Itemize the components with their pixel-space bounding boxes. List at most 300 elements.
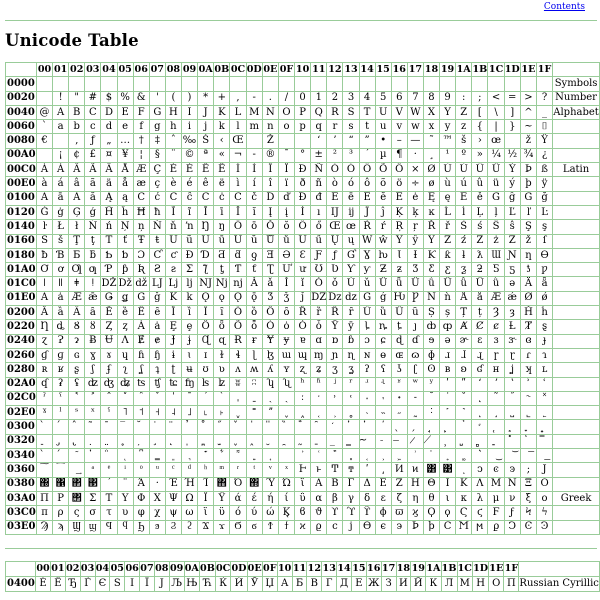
char-cell: ƈ [165,248,181,262]
char-cell [456,449,472,463]
char-cell: Ǽ [488,291,504,305]
char-cell: ŀ [36,220,52,234]
char-cell: Ј [154,577,169,592]
char-cell: ȹ [440,320,456,334]
char-cell: Á [53,163,69,177]
char-cell [36,434,52,448]
char-cell: g [149,120,165,134]
char-cell: ' [149,91,165,105]
char-cell: ¥ [117,148,133,162]
char-cell: ν [504,491,520,505]
char-cell [504,449,520,463]
char-cell: Π [36,491,52,505]
char-cell: ſ [537,234,553,248]
char-cell: § [149,148,165,162]
char-cell: ΁ [53,477,69,491]
char-cell: Y [440,105,456,119]
row-header: 0340 [6,449,37,463]
char-cell: ð [295,177,311,191]
char-cell: ǲ [327,291,343,305]
char-cell: ο [537,491,553,505]
char-cell: h [165,120,181,134]
char-cell: ɧ [149,348,165,362]
char-cell: Ɣ [359,248,375,262]
char-cell: ǔ [359,277,375,291]
char-cell: x [423,120,439,134]
char-cell: ˱ [311,406,327,420]
char-cell: χ [149,506,165,520]
char-cell: Ȫ [198,320,214,334]
row-header: 02C0 [6,391,37,405]
char-cell: ǭ [246,291,262,305]
char-cell: ¼ [488,148,504,162]
char-cell: ƕ [375,248,391,262]
char-cell: ø [423,177,439,191]
char-cell: ˔ [359,391,375,405]
char-cell [423,449,439,463]
char-cell: Ä [101,163,117,177]
char-cell: / [278,91,294,105]
char-cell: ˚ [456,391,472,405]
char-cell: ˒ [327,391,343,405]
char-cell: ε [375,491,391,505]
column-header: 1C [488,63,504,75]
char-cell [311,77,327,91]
row-header: 01E0 [6,291,37,305]
char-cell: 7 [407,91,423,105]
char-cell: Ƙ [423,248,439,262]
char-cell: ½ [504,148,520,162]
char-cell: Ɋ [198,334,214,348]
table-row [6,420,600,434]
char-cell: : [456,91,472,105]
char-cell: Ÿ [423,234,439,248]
char-cell: ʀ [36,363,52,377]
char-cell: Ϩ [165,520,181,534]
char-cell: ʕ [375,363,391,377]
char-cell: u [375,120,391,134]
char-cell: õ [375,177,391,191]
char-cell: Ď [262,191,278,205]
char-cell: Ŗ [391,220,407,234]
column-header: 01 [53,63,68,75]
char-cell: ϗ [407,506,423,520]
char-cell: ʿ [537,377,553,391]
column-header: 0A [198,63,213,75]
char-cell: ɏ [278,334,294,348]
char-cell: į [278,205,294,219]
category-header [519,562,600,577]
char-cell: ġ [53,205,69,219]
char-cell: O [278,105,294,119]
char-cell: r [327,120,343,134]
char-cell [165,420,181,434]
char-cell: Е [351,577,366,592]
char-cell [246,463,262,477]
char-cell: + [214,91,230,105]
char-cell: ˂ [69,391,85,405]
char-cell: ʉ [181,363,197,377]
char-cell: Ȅ [101,306,117,320]
char-cell: ǻ [472,291,488,305]
char-cell: ˞ [520,391,536,405]
char-cell: Ǌ [198,277,214,291]
char-cell: ˭ [246,406,262,420]
char-cell: ʛ [472,363,488,377]
char-cell: ȿ [537,320,553,334]
char-cell: σ [85,506,101,520]
char-cell: o [278,120,294,134]
char-cell: ʔ [359,363,375,377]
char-cell: Ŕ [359,220,375,234]
char-cell: ʸ [423,377,439,391]
char-cell: M [246,105,262,119]
char-cell: Ǳ [311,291,327,305]
char-cell: Ŏ [262,220,278,234]
char-cell [85,420,101,434]
char-cell: Ŀ [537,205,553,219]
char-cell: Ł [53,220,69,234]
char-cell: } [504,120,520,134]
table-row [6,291,600,305]
table-row [6,520,600,534]
char-cell [375,449,391,463]
char-cell: ɽ [504,348,520,362]
char-cell: ˮ [262,406,278,420]
char-cell: ϓ [343,506,359,520]
char-cell: ͹ [440,463,456,477]
column-header: 19 [411,562,426,577]
char-cell: ͷ [407,463,423,477]
char-cell: ϧ [149,520,165,534]
char-cell: Ơ [36,263,52,277]
table-row [6,463,600,477]
char-cell [101,463,117,477]
char-cell: Ƴ [343,263,359,277]
char-cell: Õ [375,163,391,177]
char-cell: £ [85,148,101,162]
char-cell: ΍ [246,477,262,491]
table-row [6,306,600,320]
char-cell [133,434,149,448]
char-cell: ń [101,220,117,234]
char-cell: Ɓ [53,248,69,262]
contents-link[interactable]: Contents [543,2,585,12]
char-cell: ȋ [214,306,230,320]
char-cell: Ͻ [504,520,520,534]
char-cell: ‚ [69,134,85,148]
char-cell: E [117,105,133,119]
char-cell: Ƽ [488,263,504,277]
char-cell: ȓ [343,306,359,320]
char-cell [278,420,294,434]
char-cell: ü [488,177,504,191]
char-cell: š [53,234,69,248]
char-cell: - [246,91,262,105]
char-cell: ς [69,506,85,520]
char-cell: ˶ [391,406,407,420]
column-header: 15 [351,562,366,577]
char-cell: # [85,91,101,105]
char-cell: З [381,577,396,592]
char-cell: Ŝ [488,220,504,234]
char-cell [165,77,181,91]
char-cell: • [375,134,391,148]
category-cell [553,406,600,420]
char-cell: ʁ [53,363,69,377]
char-cell: Ȝ [488,306,504,320]
char-cell: Į [262,205,278,219]
char-cell [117,420,133,434]
char-cell [214,434,230,448]
char-cell: Ȼ [472,320,488,334]
column-header: 11 [312,63,326,75]
char-cell: Ʋ [327,263,343,277]
row-header: 0100 [6,191,37,205]
char-cell: Ϻ [456,520,472,534]
char-cell: Ǻ [456,291,472,305]
row-header: 03C0 [6,506,37,520]
char-cell: ʍ [246,363,262,377]
column-header: 04 [102,63,116,75]
row-header: 0300 [6,420,37,434]
char-cell: ʬ [230,377,246,391]
char-cell: ˸ [423,406,439,420]
char-cell [327,434,343,448]
char-cell: ± [311,148,327,162]
category-cell [553,348,600,362]
column-header-row [6,63,600,77]
char-cell [375,434,391,448]
char-cell: Ͳ [327,463,343,477]
char-cell [133,449,149,463]
char-cell: Ͽ [537,520,553,534]
table-row [6,391,600,405]
char-cell: Λ [472,477,488,491]
char-cell: Ʈ [262,263,278,277]
column-header: 1D [504,63,520,75]
char-cell: Ú [456,163,472,177]
char-cell: Ǥ [101,291,117,305]
char-cell [246,420,262,434]
char-cell: Ǎ [246,277,262,291]
char-cell: ϩ [181,520,197,534]
char-cell [375,420,391,434]
char-cell: Ϙ [423,506,439,520]
char-cell: ƅ [117,248,133,262]
char-cell: b [69,120,85,134]
row-header: 0320 [6,434,37,448]
char-cell: ò [327,177,343,191]
char-cell [69,463,85,477]
char-cell: _ [537,105,553,119]
char-cell: C [85,105,101,119]
char-cell: ʟ [537,363,553,377]
char-cell: ǀ [36,277,52,291]
row-header: 01A0 [6,263,37,277]
char-cell: Є [95,577,110,592]
char-cell: ȴ [359,320,375,334]
char-cell: ǧ [149,291,165,305]
char-cell: $ [101,91,117,105]
char-cell: ɮ [262,348,278,362]
char-cell: ʢ [69,377,85,391]
char-cell: ˧ [149,406,165,420]
char-cell: ʹ [440,377,456,391]
char-cell: Χ [149,491,165,505]
char-cell: Ű [295,234,311,248]
char-cell: ư [295,263,311,277]
char-cell: Β [327,477,343,491]
char-cell: Ά [133,477,149,491]
char-cell: Ϟ [520,506,536,520]
category-cell [553,463,600,477]
char-cell [53,77,69,91]
char-cell: Ž [504,234,520,248]
char-cell [133,463,149,477]
corner-cell [6,562,36,577]
column-header: 1A [456,63,471,75]
char-cell: w [407,120,423,134]
char-cell: ǰ [295,291,311,305]
char-cell: Ё [50,577,65,592]
char-cell: ª [198,148,214,162]
char-cell: ȥ [117,320,133,334]
char-cell: ɞ [520,334,536,348]
char-cell: Ǝ [262,248,278,262]
char-cell: Ͱ [295,463,311,477]
char-cell: ʒ [327,363,343,377]
char-cell: ō [246,220,262,234]
char-cell: ( [165,91,181,105]
char-cell [69,449,85,463]
char-cell: ˌ [230,391,246,405]
char-cell: ĕ [375,191,391,205]
char-cell [230,434,246,448]
char-cell: ǵ [375,291,391,305]
char-cell: Q [311,105,327,119]
char-cell: ʂ [69,363,85,377]
char-cell: Ȟ [520,306,536,320]
char-cell: ɴ [359,348,375,362]
char-cell: Μ [488,477,504,491]
char-cell: υ [117,506,133,520]
char-cell [423,420,439,434]
char-cell: Ɖ [181,248,197,262]
char-cell: 0 [295,91,311,105]
char-cell: έ [246,491,262,505]
char-cell: ǩ [181,291,197,305]
char-cell [440,420,456,434]
char-cell: Θ [423,477,439,491]
row-header: 0060 [6,120,37,134]
column-header: 0E [263,63,278,75]
table-row [6,406,600,420]
char-cell: ĭ [246,205,262,219]
char-cell: ʼ [488,377,504,391]
char-cell: ȇ [149,306,165,320]
column-header: 14 [360,63,374,75]
char-cell [391,77,407,91]
char-cell: ʹ [359,463,375,477]
char-cell [472,420,488,434]
char-cell: Ė [391,191,407,205]
char-cell: ǆ [133,277,149,291]
char-cell [391,449,407,463]
char-cell [246,449,262,463]
char-cell: ʅ [117,363,133,377]
char-cell: D [101,105,117,119]
char-cell: ΐ [295,477,311,491]
char-cell: ; [472,91,488,105]
char-cell: ʝ [504,363,520,377]
char-cell: ʭ [246,377,262,391]
char-cell [69,77,85,91]
char-cell: ɯ [278,348,294,362]
table-row [6,320,600,334]
char-cell [537,449,553,463]
char-cell: Ȇ [133,306,149,320]
char-cell: ˆ [165,134,181,148]
char-cell [488,434,504,448]
char-cell: « [214,148,230,162]
char-cell: ͱ [311,463,327,477]
row-header: 02A0 [6,377,37,391]
char-cell: Џ [262,577,277,592]
table-row [6,348,600,362]
char-cell [85,463,101,477]
char-cell: Ž [262,134,278,148]
char-cell: † [133,134,149,148]
column-header: 13 [344,63,358,75]
char-cell: ǣ [85,291,101,305]
char-cell [391,420,407,434]
char-cell [295,434,311,448]
char-cell: X [423,105,439,119]
char-cell: ɦ [133,348,149,362]
char-cell: S [343,105,359,119]
char-cell: ǐ [295,277,311,291]
char-cell: " [69,91,85,105]
char-cell: ɔ [359,334,375,348]
char-cell: Ǉ [149,277,165,291]
char-cell [391,434,407,448]
char-cell: Υ [117,491,133,505]
char-cell: ǉ [181,277,197,291]
column-header: 1C [457,562,473,577]
char-cell: ë [214,177,230,191]
char-cell: Ƃ [69,248,85,262]
char-cell: ŭ [246,234,262,248]
char-cell: Ǿ [520,291,536,305]
char-cell: Ȩ [165,320,181,334]
char-cell: I [181,105,197,119]
column-header: 07 [150,63,164,75]
page-title: Unicode Table [5,31,139,50]
char-cell: ˄ [101,391,117,405]
row-header: 0240 [6,334,37,348]
char-cell: ɹ [440,348,456,362]
char-cell [311,449,327,463]
char-cell: ¾ [520,148,536,162]
char-cell: ý [504,177,520,191]
char-cell [165,463,181,477]
char-cell: Ƅ [101,248,117,262]
char-cell: ˥ [117,406,133,420]
char-cell: ǥ [117,291,133,305]
char-cell: û [472,177,488,191]
char-cell: Ì [230,163,246,177]
